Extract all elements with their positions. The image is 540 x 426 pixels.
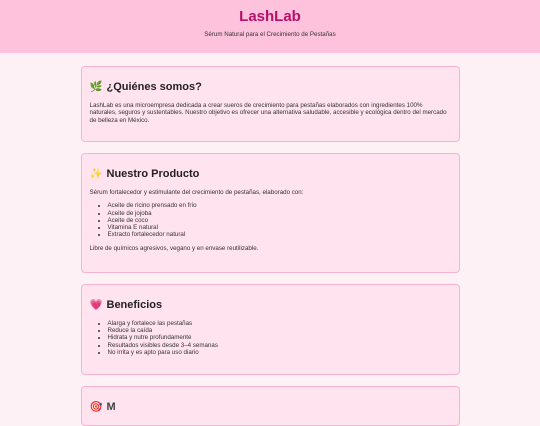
site-header bbox=[0, 0, 540, 53]
main-content bbox=[81, 66, 460, 426]
next-title-text: M bbox=[106, 401, 116, 413]
sparkles-icon: ✨ bbox=[89, 168, 103, 180]
list-item: • Resultados visibles desde 3–4 semanas bbox=[108, 342, 451, 349]
list-item: • Extracto fortalecedor natural bbox=[108, 231, 451, 238]
list-item: • Aceite de coco bbox=[108, 217, 451, 224]
partial-icon: 🎯 bbox=[89, 401, 103, 413]
product-title bbox=[90, 168, 451, 181]
about-card bbox=[81, 66, 460, 142]
product-card bbox=[81, 153, 460, 273]
next-title bbox=[90, 401, 451, 414]
list-item: • Alarga y fortalece las pestañas bbox=[108, 320, 451, 327]
pink-heart-icon: 💗 bbox=[89, 299, 103, 311]
brand-title: LashLab bbox=[239, 8, 301, 25]
seedling-icon: 🌿 bbox=[89, 81, 103, 93]
benefits-title-text: Beneficios bbox=[106, 299, 163, 311]
benefits-title bbox=[90, 299, 451, 312]
benefit-list bbox=[90, 320, 451, 356]
list-item: • No irrita y es apto para uso diario bbox=[108, 349, 451, 356]
list-item: • Hidrata y nutre profundamente bbox=[108, 334, 451, 341]
about-title bbox=[90, 81, 451, 94]
product-intro: Sérum fortalecedor y estimulante del crecimiento de pestañas, elaborado con: bbox=[89, 189, 304, 196]
benefits-card bbox=[81, 284, 460, 375]
next-card bbox=[81, 386, 460, 426]
list-item: • Vitamina E natural bbox=[108, 224, 451, 231]
product-title-text: Nuestro Producto bbox=[106, 168, 200, 180]
about-title-text: ¿Quiénes somos? bbox=[106, 81, 202, 93]
product-footer: Libre de químicos agresivos, vegano y en envase reutilizable. bbox=[89, 245, 259, 253]
about-text: LashLab es una microempresa dedicada a crear sueros de crecimiento para pestañas elaborados con ingredientes 100% naturales, seguros y sustentables. Nuestro objetivo es ofrecer una alternativa saludable, accesible y ecológica dentro del mercado de belleza en México. bbox=[89, 102, 447, 124]
list-item: • Aceite de jojoba bbox=[108, 210, 451, 217]
list-item: • Reduce la caída bbox=[108, 327, 451, 334]
list-item: • Aceite de ricino prensado en frío bbox=[108, 202, 451, 209]
brand-tagline: Sérum Natural para el Crecimiento de Pestañas bbox=[204, 31, 336, 38]
ingredient-list bbox=[90, 202, 451, 238]
